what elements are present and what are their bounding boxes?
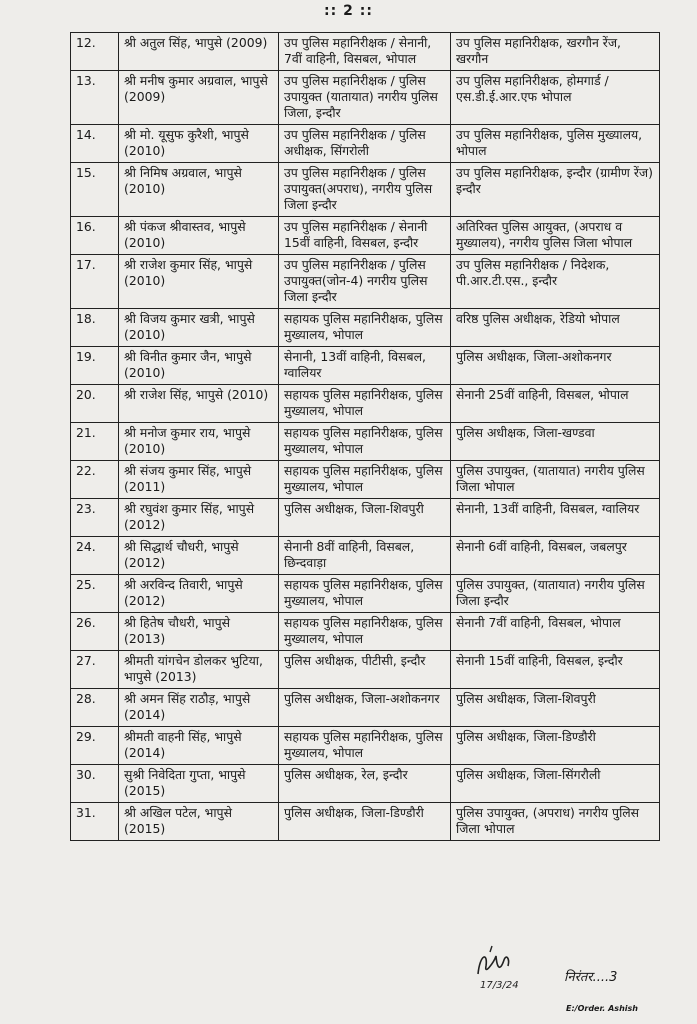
- table-row: [71, 385, 660, 423]
- serial-number: 12.: [71, 33, 119, 71]
- new-posting: पुलिस उपायुक्त, (यातायात) नगरीय पुलिस जिला भोपाल: [451, 461, 660, 499]
- current-posting: सेनानी 8वीं वाहिनी, विसबल, छिन्दवाड़ा: [279, 537, 451, 575]
- table-row: [71, 499, 660, 537]
- table-row: [71, 71, 660, 125]
- current-posting: पुलिस अधीक्षक, जिला-डिण्डौरी: [279, 803, 451, 841]
- new-posting: उप पुलिस महानिरीक्षक, होमगार्ड / एस.डी.ई.आर.एफ भोपाल: [451, 71, 660, 125]
- table-row: [71, 537, 660, 575]
- serial-number: 22.: [71, 461, 119, 499]
- new-posting: उप पुलिस महानिरीक्षक, पुलिस मुख्यालय, भोपाल: [451, 125, 660, 163]
- officer-name: श्री संजय कुमार सिंह, भापुसे (2011): [119, 461, 279, 499]
- signature-scribble-icon: [470, 944, 550, 994]
- table-row: [71, 765, 660, 803]
- signature: [470, 944, 550, 994]
- table-row: [71, 689, 660, 727]
- new-posting: सेनानी 15वीं वाहिनी, विसबल, इन्दौर: [451, 651, 660, 689]
- transfer-table-body: [71, 33, 660, 841]
- new-posting: उप पुलिस महानिरीक्षक, खरगौन रेंज, खरगौन: [451, 33, 660, 71]
- officer-name: श्री सिद्धार्थ चौधरी, भापुसे (2012): [119, 537, 279, 575]
- current-posting: सेनानी, 13वीं वाहिनी, विसबल, ग्वालियर: [279, 347, 451, 385]
- serial-number: 14.: [71, 125, 119, 163]
- continued-note: निरंतर....3: [564, 970, 618, 985]
- current-posting: सहायक पुलिस महानिरीक्षक, पुलिस मुख्यालय, भोपाल: [279, 461, 451, 499]
- officer-name: श्री मनोज कुमार राय, भापुसे (2010): [119, 423, 279, 461]
- table-row: [71, 651, 660, 689]
- table-row: [71, 613, 660, 651]
- table-row: [71, 347, 660, 385]
- current-posting: उप पुलिस महानिरीक्षक / पुलिस उपायुक्त (यातायात) नगरीय पुलिस जिला, इन्दौर: [279, 71, 451, 125]
- serial-number: 27.: [71, 651, 119, 689]
- page-number: :: 2 ::: [324, 3, 373, 19]
- serial-number: 13.: [71, 71, 119, 125]
- current-posting: पुलिस अधीक्षक, जिला-शिवपुरी: [279, 499, 451, 537]
- current-posting: सहायक पुलिस महानिरीक्षक, पुलिस मुख्यालय, भोपाल: [279, 385, 451, 423]
- serial-number: 23.: [71, 499, 119, 537]
- officer-name: श्रीमती वाहनी सिंह, भापुसे (2014): [119, 727, 279, 765]
- current-posting: पुलिस अधीक्षक, जिला-अशोकनगर: [279, 689, 451, 727]
- officer-name: श्री पंकज श्रीवास्तव, भापुसे (2010): [119, 217, 279, 255]
- current-posting: उप पुलिस महानिरीक्षक / सेनानी, 7वीं वाहिनी, विसबल, भोपाल: [279, 33, 451, 71]
- officer-name: श्री अखिल पटेल, भापुसे (2015): [119, 803, 279, 841]
- signature-date: 17/3/24: [480, 980, 519, 991]
- serial-number: 21.: [71, 423, 119, 461]
- new-posting: पुलिस उपायुक्त, (यातायात) नगरीय पुलिस जिला इन्दौर: [451, 575, 660, 613]
- table-row: [71, 727, 660, 765]
- serial-number: 16.: [71, 217, 119, 255]
- new-posting: सेनानी 7वीं वाहिनी, विसबल, भोपाल: [451, 613, 660, 651]
- current-posting: सहायक पुलिस महानिरीक्षक, पुलिस मुख्यालय, भोपाल: [279, 309, 451, 347]
- table-row: [71, 33, 660, 71]
- transfer-table: [70, 32, 660, 841]
- new-posting: वरिष्ठ पुलिस अधीक्षक, रेडियो भोपाल: [451, 309, 660, 347]
- current-posting: पुलिस अधीक्षक, पीटीसी, इन्दौर: [279, 651, 451, 689]
- officer-name: श्री राजेश कुमार सिंह, भापुसे (2010): [119, 255, 279, 309]
- table-row: [71, 803, 660, 841]
- current-posting: उप पुलिस महानिरीक्षक / सेनानी 15वीं वाहिनी, विसबल, इन्दौर: [279, 217, 451, 255]
- new-posting: सेनानी, 13वीं वाहिनी, विसबल, ग्वालियर: [451, 499, 660, 537]
- new-posting: पुलिस अधीक्षक, जिला-अशोकनगर: [451, 347, 660, 385]
- new-posting: उप पुलिस महानिरीक्षक, इन्दौर (ग्रामीण रेंज) इन्दौर: [451, 163, 660, 217]
- serial-number: 31.: [71, 803, 119, 841]
- order-note: E:/Order. Ashish: [566, 1004, 638, 1013]
- table-row: [71, 125, 660, 163]
- serial-number: 19.: [71, 347, 119, 385]
- serial-number: 29.: [71, 727, 119, 765]
- new-posting: अतिरिक्त पुलिस आयुक्त, (अपराध व मुख्यालय), नगरीय पुलिस जिला भोपाल: [451, 217, 660, 255]
- serial-number: 17.: [71, 255, 119, 309]
- table-row: [71, 217, 660, 255]
- current-posting: उप पुलिस महानिरीक्षक / पुलिस उपायुक्त(जोन-4) नगरीय पुलिस जिला इन्दौर: [279, 255, 451, 309]
- table-row: [71, 423, 660, 461]
- serial-number: 25.: [71, 575, 119, 613]
- officer-name: श्रीमती यांगचेन डोलकर भुटिया, भापुसे (2013): [119, 651, 279, 689]
- serial-number: 15.: [71, 163, 119, 217]
- officer-name: श्री निमिष अग्रवाल, भापुसे (2010): [119, 163, 279, 217]
- new-posting: पुलिस अधीक्षक, जिला-खण्डवा: [451, 423, 660, 461]
- officer-name: श्री अतुल सिंह, भापुसे (2009): [119, 33, 279, 71]
- new-posting: पुलिस अधीक्षक, जिला-शिवपुरी: [451, 689, 660, 727]
- table-row: [71, 255, 660, 309]
- table-row: [71, 163, 660, 217]
- table-row: [71, 309, 660, 347]
- new-posting: पुलिस उपायुक्त, (अपराध) नगरीय पुलिस जिला भोपाल: [451, 803, 660, 841]
- officer-name: श्री मनीष कुमार अग्रवाल, भापुसे (2009): [119, 71, 279, 125]
- officer-name: श्री हितेष चौधरी, भापुसे (2013): [119, 613, 279, 651]
- officer-name: श्री रघुवंश कुमार सिंह, भापुसे (2012): [119, 499, 279, 537]
- current-posting: सहायक पुलिस महानिरीक्षक, पुलिस मुख्यालय, भोपाल: [279, 575, 451, 613]
- serial-number: 30.: [71, 765, 119, 803]
- new-posting: पुलिस अधीक्षक, जिला-सिंगरौली: [451, 765, 660, 803]
- current-posting: सहायक पुलिस महानिरीक्षक, पुलिस मुख्यालय, भोपाल: [279, 727, 451, 765]
- officer-name: श्री विजय कुमार खत्री, भापुसे (2010): [119, 309, 279, 347]
- current-posting: पुलिस अधीक्षक, रेल, इन्दौर: [279, 765, 451, 803]
- new-posting: सेनानी 6वीं वाहिनी, विसबल, जबलपुर: [451, 537, 660, 575]
- officer-name: श्री मो. यूसुफ कुरैशी, भापुसे (2010): [119, 125, 279, 163]
- officer-name: श्री अमन सिंह राठौड़, भापुसे (2014): [119, 689, 279, 727]
- officer-name: श्री विनीत कुमार जैन, भापुसे (2010): [119, 347, 279, 385]
- serial-number: 20.: [71, 385, 119, 423]
- current-posting: उप पुलिस महानिरीक्षक / पुलिस अधीक्षक, सिंगरोली: [279, 125, 451, 163]
- current-posting: सहायक पुलिस महानिरीक्षक, पुलिस मुख्यालय, भोपाल: [279, 423, 451, 461]
- officer-name: श्री राजेश सिंह, भापुसे (2010): [119, 385, 279, 423]
- table-row: [71, 461, 660, 499]
- officer-name: श्री अरविन्द तिवारी, भापुसे (2012): [119, 575, 279, 613]
- serial-number: 28.: [71, 689, 119, 727]
- officer-name: सुश्री निवेदिता गुप्ता, भापुसे (2015): [119, 765, 279, 803]
- serial-number: 24.: [71, 537, 119, 575]
- current-posting: सहायक पुलिस महानिरीक्षक, पुलिस मुख्यालय, भोपाल: [279, 613, 451, 651]
- serial-number: 26.: [71, 613, 119, 651]
- serial-number: 18.: [71, 309, 119, 347]
- new-posting: पुलिस अधीक्षक, जिला-डिण्डौरी: [451, 727, 660, 765]
- new-posting: सेनानी 25वीं वाहिनी, विसबल, भोपाल: [451, 385, 660, 423]
- table-row: [71, 575, 660, 613]
- current-posting: उप पुलिस महानिरीक्षक / पुलिस उपायुक्त(अपराध), नगरीय पुलिस जिला इन्दौर: [279, 163, 451, 217]
- new-posting: उप पुलिस महानिरीक्षक / निदेशक, पी.आर.टी.एस., इन्दौर: [451, 255, 660, 309]
